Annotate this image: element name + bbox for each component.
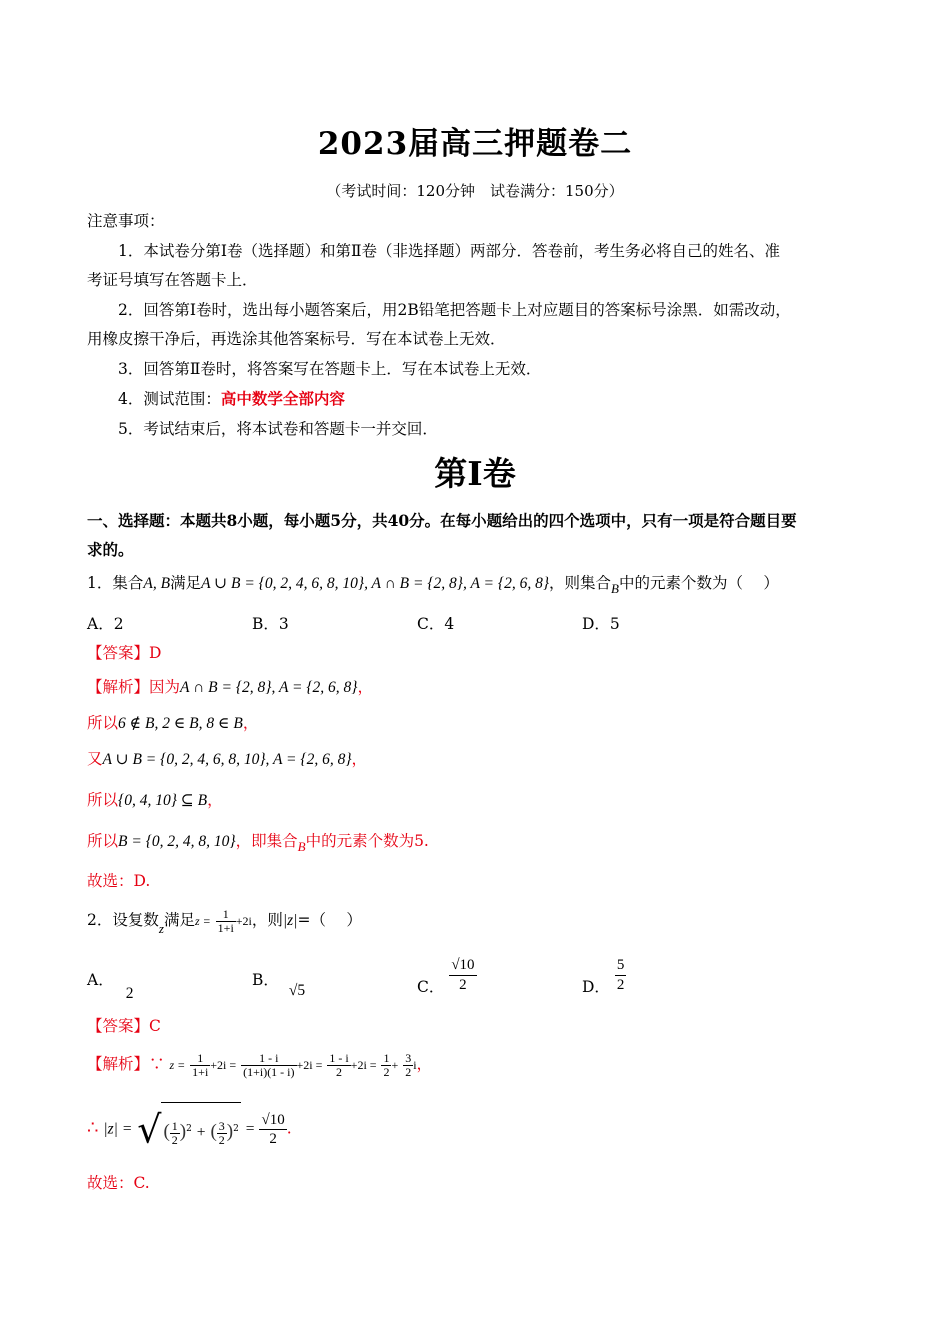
q2-sol-frac-4 [381,1052,391,1079]
q1-sol3-end: ， [351,750,368,768]
left-paren-icon: ( [163,1121,170,1143]
q2-cond: 满足 [163,911,195,929]
q2-option-a-label: A． [87,971,114,989]
q2-sol-frac-3-num: 1 - i [329,1050,349,1065]
q1-final: 故选：D. [87,872,151,890]
q2-frac-num: 1 [216,908,236,922]
notice-item-2a: 2．回答第Ⅰ卷时，选出每小题答案后，用2B铅笔把答题卡上对应题目的答案标号涂黑．如需改动， [118,301,791,319]
q2-result-num: √10 [261,1112,285,1129]
q1-sol5-math: B = {0, 2, 4, 8, 10} [118,833,236,850]
q2-sol-z: z = [169,1058,186,1072]
notice-item-3: 3．回答第Ⅱ卷时，将答案写在答题卡上．写在本试卷上无效． [118,360,542,378]
q2-root-frac-2-num: 3 [218,1118,225,1133]
q2-square-1: 2 [186,1124,192,1134]
q2-sol-plus-2: +2i = [296,1058,323,1072]
q2-sol-frac-5 [403,1052,413,1079]
q2-root-plus: + [196,1124,206,1142]
q2-sol-frac-5-den: 2 [405,1064,412,1079]
q1-sol3-label: 又 [87,750,103,768]
q2-therefore: ∴ [87,1117,99,1139]
q2-fraction [216,908,236,935]
q2-sol-frac-1-num: 1 [190,1052,210,1066]
q2-root-frac-1 [170,1120,180,1147]
q1-solution-5 [87,830,867,858]
q2-solution-1 [87,1046,867,1082]
q2-tail2: =（ ） [297,911,362,929]
q2-option-c-fraction [449,956,476,995]
q2-square-2: 2 [233,1124,239,1134]
q2-sol-frac-4-den: 2 [383,1064,390,1079]
q2-root-frac-2-den: 2 [218,1132,225,1147]
q2-sol-plus-3: +2i = [350,1058,377,1072]
q2-sol-frac-3 [327,1052,350,1079]
q1-b: B [611,581,619,596]
q2-sol-frac-2 [241,1052,296,1079]
q1-solution-2 [87,712,867,735]
q2-sol-plus-1: +2i = [210,1058,237,1072]
q1-sol1-math: A ∩ B = {2, 8}, A = {2, 6, 8} [180,679,358,696]
q1-tail2: 中的元素个数为（ ） [619,574,779,592]
q1-aset: , A = {2, 6, 8} [463,575,550,592]
exam-info: （考试时间：120分钟 试卷满分：150分） [326,182,624,200]
q2-option-b[interactable] [252,968,306,999]
sqrt-icon: √ [137,1107,162,1152]
q2-solution-2 [87,1102,867,1150]
q1-tail: ，则集合 [549,574,612,592]
q1-prefix: 1．集合 [87,574,144,592]
q1-answer: 【答案】D [87,644,162,662]
q2-option-b-value: √5 [288,982,306,999]
q2-option-c[interactable] [417,956,477,995]
q1-solution-4 [87,789,867,812]
q2-option-d-den: 2 [616,977,625,993]
notice-item-4-prefix: 4．测试范围： [118,390,221,408]
page-title: 2023届高三押题卷二 [317,126,633,162]
q2-option-c-num: √10 [449,956,476,976]
right-paren-icon: ) [179,1121,187,1143]
q1-sol5-b: B [297,839,306,854]
q1-solution-3 [87,748,867,771]
q2-rhs: +2i [235,914,252,928]
q1-sol1-end: ， [357,678,374,696]
notice-item-1b: 考证号填写在答题卡上． [87,271,258,289]
question-2 [87,902,867,938]
q1-sets: A, B [143,575,171,592]
q2-option-d-label: D． [582,977,610,996]
q2-root-frac-1-den: 2 [171,1132,178,1147]
notice-heading: 注意事项： [87,212,165,230]
q1-sol-label: 【解析】因为 [87,678,181,696]
q2-root-frac-1-num: 1 [171,1118,178,1133]
q1-sol2-math: 6 ∉ B, 2 ∈ B, 8 ∈ B [118,715,243,732]
q1-sol4-label: 所以 [87,791,119,809]
q1-sol5-tail: 中的元素个数为5. [305,832,429,850]
q1-sol2-end: ， [242,714,259,732]
left-paren-icon: ( [210,1121,217,1143]
q1-option-d[interactable]: D．5 [582,615,620,633]
q2-sol-i: i [413,1058,417,1072]
q1-union: A ∪ B = {0, 2, 4, 6, 8, 10} [201,575,365,592]
q2-sol-frac-4-num: 1 [383,1050,390,1065]
q2-sol-plus-4: + [391,1058,399,1072]
q1-sol2-label: 所以 [87,714,119,732]
q2-answer: 【答案】C [87,1017,161,1035]
q2-option-d-num: 5 [615,956,627,976]
q2-sol-frac-2-den: (1+i)(1 - i) [243,1064,295,1079]
q2-lhs: z = [194,914,211,928]
q1-inter: , A ∩ B = {2, 8} [364,575,464,592]
q1-option-a[interactable]: A．2 [87,615,124,633]
q2-option-c-den: 2 [459,977,467,993]
q2-abs-z: |z| [282,912,298,929]
q1-sol4-end: ， [207,791,223,809]
q1-option-b[interactable]: B．3 [252,615,289,633]
q2-sol-label: 【解析】∵ [87,1055,165,1073]
q2-option-d[interactable] [582,956,626,995]
q1-sol5-end: ，即集合 [235,832,298,850]
q2-abs: |z| = [103,1120,133,1138]
q2-sol-frac-1 [190,1052,210,1079]
notice-item-2b: 用橡皮擦干净后，再选涂其他答案标号．写在本试卷上无效． [87,330,506,348]
question-1 [87,572,867,600]
q2-option-a-value: 2 [125,985,134,1002]
q2-sol-frac-3-den: 2 [336,1064,342,1079]
q2-root-frac-2 [217,1120,227,1147]
q2-radicand [161,1102,240,1157]
q2-option-a[interactable] [87,968,134,1002]
q2-sol-frac-5-num: 3 [405,1050,412,1065]
notice-item-1a: 1．本试卷分第Ⅰ卷（选择题）和第Ⅱ卷（非选择题）两部分．答卷前，考生务必将自己的姓名、准 [118,242,781,260]
q2-result-den: 2 [269,1131,277,1148]
q2-option-b-label: B． [252,971,279,989]
q2-sol-end: ， [416,1055,433,1073]
q2-final: 故选：C. [87,1174,150,1192]
section-title: 第Ⅰ卷 [434,454,516,493]
notice-item-4 [118,388,898,410]
q2-option-d-fraction [615,956,627,995]
q2-frac-den: 1+i [217,920,234,935]
part1-heading-b: 求的。 [87,540,134,559]
q1-option-c[interactable]: C．4 [417,615,455,633]
q2-sol-frac-1-den: 1+i [192,1064,209,1079]
q1-solution-1 [87,676,867,699]
part1-heading-a: 一、选择题：本题共8小题，每小题5分，共40分。在每小题给出的四个选项中，只有一项是符合题目要 [87,511,797,530]
q1-sol3-math: A ∪ B = {0, 2, 4, 6, 8, 10}, A = {2, 6, 8} [102,751,352,768]
notice-item-5: 5．考试结束后，将本试卷和答题卡一并交回． [118,420,438,438]
q2-root-eq: = [245,1120,255,1138]
test-scope: 高中数学全部内容 [220,389,345,408]
q1-sol4-math: {0, 4, 10} ⊆ B [118,792,208,809]
q2-z: z [158,921,164,936]
q2-tail: ，则 [251,911,283,929]
q1-sol5-label: 所以 [87,832,119,850]
q2-sol-frac-2-num: 1 - i [241,1052,296,1066]
q2-result-frac [259,1111,286,1148]
q2-result-dot: . [286,1119,292,1138]
right-paren-icon: ) [226,1121,234,1143]
q2-option-c-label: C． [417,977,445,996]
q1-cond: 满足 [170,574,202,592]
q2-prefix: 2．设复数 [87,911,159,929]
